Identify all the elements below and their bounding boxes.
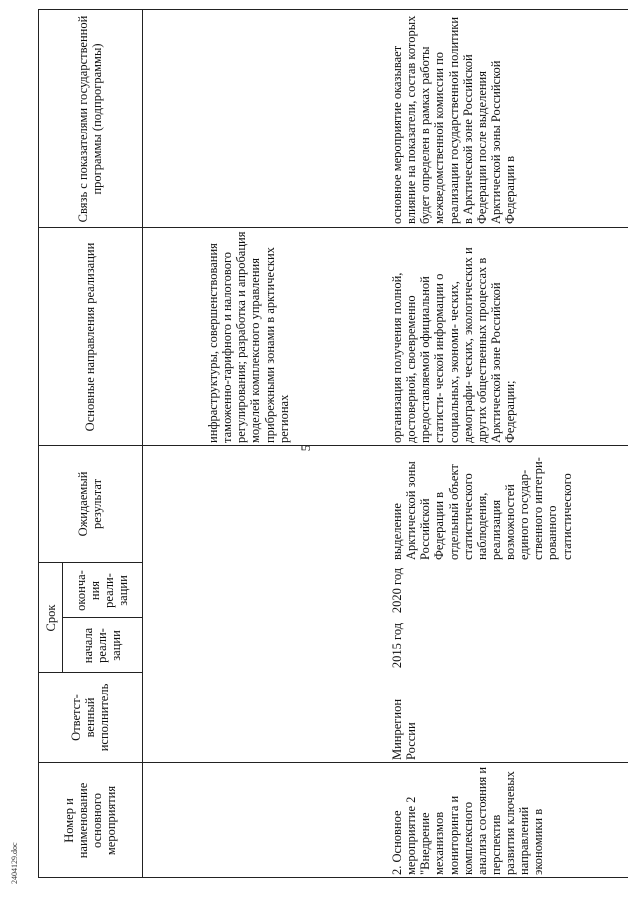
header-term-text: Срок (43, 604, 58, 632)
col-divider-5 (38, 445, 628, 446)
header-number-name (40, 765, 140, 876)
header-directions-text: Основные направления реализации (82, 242, 97, 432)
row2-term-start: 2015 год (390, 622, 404, 669)
header-expected-result (40, 448, 140, 560)
col-divider-1 (38, 762, 628, 763)
row2-responsible: Минрегион России (390, 698, 419, 760)
col-divider-2 (38, 672, 142, 673)
table-right-border (38, 9, 628, 10)
row2-number-name: 2. Основное мероприятие 2 "Внедрение механизмов мониторинга и комплексного анализа состояния и перспектив развития ключевых направлений экономики в (390, 766, 546, 875)
header-responsible-text: Ответст- венный исполнитель (68, 683, 112, 752)
col-divider-3 (62, 617, 142, 618)
table-left-border (38, 877, 628, 878)
header-expected-result-text: Ожидаемый результат (75, 471, 104, 537)
row2-directions: организация получения полной, достоверной, своевременно предоставляемой официальной статисти- ческой информации о социальных, экономи- ческих, демографи- ческих, экологических и других общественных процессах в Арктической зоне Российской Федерации; (390, 247, 517, 443)
header-link (40, 14, 140, 224)
col-divider-6 (38, 227, 628, 228)
rotated-table-frame (38, 10, 628, 878)
row2-term-end: 2020 год (390, 567, 404, 614)
header-term-start-text: начала реали- зации (80, 627, 124, 664)
col-divider-4 (38, 562, 142, 563)
header-term-start (64, 620, 140, 671)
document-footer-code: 2404129.doc (10, 842, 19, 884)
header-link-text: Связь с показателями государственной программы (подпрограммы) (75, 15, 104, 223)
term-subheader-line (62, 563, 63, 673)
header-bottom-border (142, 10, 143, 878)
header-term-end (64, 565, 140, 616)
activities-table (38, 10, 628, 878)
page-number: 5 (298, 444, 313, 452)
row2-link: основное мероприятие оказывает влияние на показатели, состав которых будет определен в рамках работы межведомственной комиссии по реализации государственной политики в Арктической зоне Российской Федерации после выделения Арктической зоны Российской Федерации в (390, 15, 517, 224)
header-term-end-text: оконча- ния реали- зации (73, 570, 131, 611)
continuation-directions: инфраструктуры, совершенствования таможенно-тарифного и налогового регулирования; разработка и апробация моделей комплексного управления прибрежными зонами в арктических регионах (206, 231, 291, 443)
header-directions (40, 232, 140, 442)
row2-expected-result: выделение Арктической зоны Российской Федерации в отдельный объект статистического наблюдения, реализация возможностей единого государ- ственного интегри- рованного статистического (390, 457, 574, 560)
header-term (40, 565, 62, 671)
header-responsible (40, 675, 140, 760)
header-number-name-text: Номер и наименование основного мероприятия (61, 782, 119, 859)
table-top-border (38, 10, 39, 878)
